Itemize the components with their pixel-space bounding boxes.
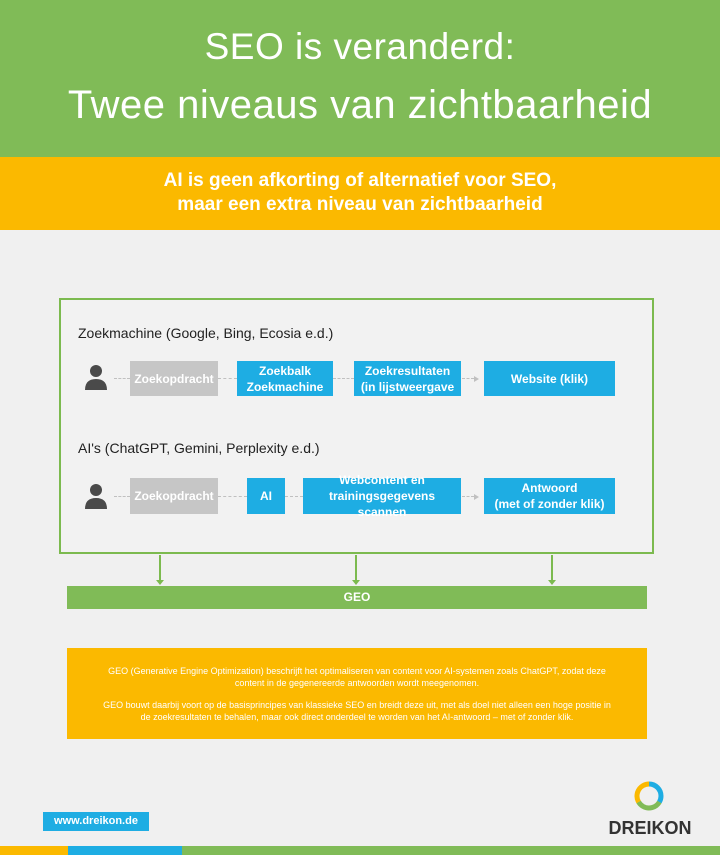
connector — [114, 378, 130, 379]
arrow-down-line — [159, 555, 161, 581]
footer-stripe-blue — [68, 846, 182, 855]
step-search-bar: Zoekbalk Zoekmachine — [237, 361, 333, 396]
user-icon — [84, 364, 108, 390]
step-query: Zoekopdracht — [130, 361, 218, 396]
step-query: Zoekopdracht — [130, 478, 218, 514]
geo-bar: GEO — [67, 586, 647, 609]
arrow-right-icon — [474, 494, 479, 500]
step-search-results: Zoekresultaten (in lijstweergave — [354, 361, 461, 396]
connector — [462, 496, 474, 497]
title-line-2: Twee niveaus van zichtbaarheid — [67, 83, 653, 127]
dreikon-logo-icon — [633, 780, 665, 812]
step-website: Website (klik) — [484, 361, 615, 396]
connector — [218, 378, 237, 379]
search-engine-title: Zoekmachine (Google, Bing, Ecosia e.d.) — [78, 325, 334, 341]
footer-stripe-green — [182, 846, 720, 855]
connector — [218, 496, 247, 497]
website-link[interactable]: www.dreikon.de — [43, 812, 149, 831]
step-ai: AI — [247, 478, 285, 514]
arrow-down-icon — [548, 580, 556, 585]
connector — [462, 378, 474, 379]
subtitle-line-1: AI is geen afkorting of alternatief voor SEO, — [163, 170, 557, 191]
step-scan-content: Webcontent en trainingsgegevens scannen — [303, 478, 461, 514]
arrow-down-icon — [352, 580, 360, 585]
subtitle-banner — [0, 157, 720, 230]
user-icon — [84, 483, 108, 509]
step-answer: Antwoord (met of zonder klik) — [484, 478, 615, 514]
subtitle-line-2: maar een extra niveau van zichtbaarheid — [177, 194, 543, 215]
arrow-down-icon — [156, 580, 164, 585]
connector — [333, 378, 354, 379]
arrow-right-icon — [474, 376, 479, 382]
ai-title: AI's (ChatGPT, Gemini, Perplexity e.d.) — [78, 440, 320, 456]
footer-stripe-yellow — [0, 846, 68, 855]
brand-name: DREIKON — [608, 818, 692, 838]
connector — [285, 496, 303, 497]
info-box — [67, 648, 647, 739]
arrow-down-line — [355, 555, 357, 581]
info-paragraph-1: GEO (Generative Engine Optimization) beschrijft het optimaliseren van content voor AI-systemen zoals ChatGPT, zodat deze content in de gegenereerde antwoorden wordt meegenomen. — [108, 666, 606, 688]
info-paragraph-2: GEO bouwt daarbij voort op de basisprincipes van klassieke SEO en breidt deze uit, met als doel niet alleen een hoge positie in de zoekresultaten te behalen, maar ook direct onderdeel te worden van het AI-antwoord – met of zonder klik. — [103, 700, 611, 722]
hero-banner — [0, 0, 720, 157]
title-line-1: SEO is veranderd: — [204, 26, 516, 67]
arrow-down-line — [551, 555, 553, 581]
connector — [114, 496, 130, 497]
